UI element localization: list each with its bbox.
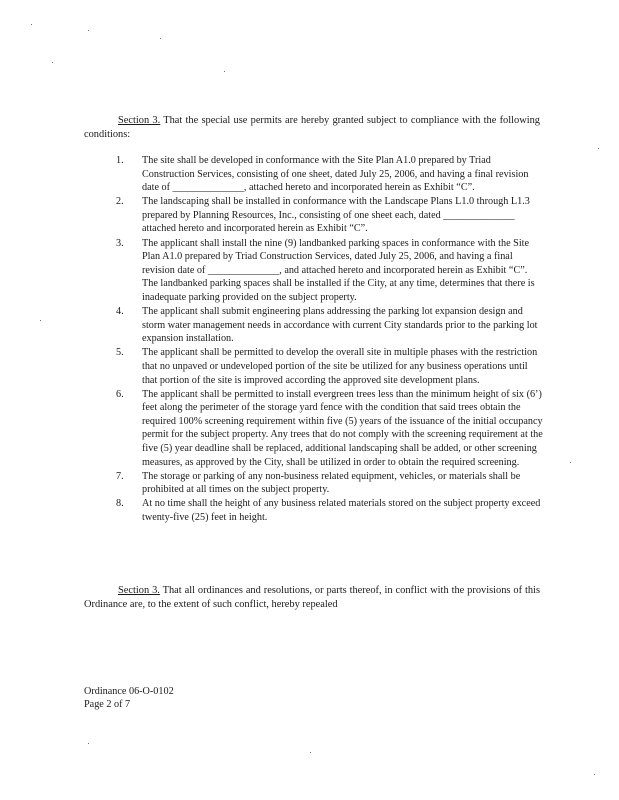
condition-number: 3. bbox=[116, 237, 124, 249]
condition-item bbox=[116, 154, 544, 195]
condition-text: The landscaping shall be installed in conformance with the Landscape Plans L1.0 through L1.3 prepared by Planning Resources, Inc., consisting of one sheet each, dated ______________ attached hereto and incorporated herein as Exhibit “C”. bbox=[142, 196, 530, 235]
page-number: Page 2 of 7 bbox=[84, 698, 131, 710]
scan-speck bbox=[52, 62, 53, 63]
condition-item bbox=[116, 305, 544, 346]
section-granting-text bbox=[84, 114, 540, 141]
condition-number: 7. bbox=[116, 470, 124, 482]
section-repeal bbox=[84, 584, 540, 611]
condition-text: The applicant shall be permitted to install evergreen trees less than the minimum height of six (6’) feet along the perimeter of the storage yard fence with the condition that said trees obtain the required 100% screening requirement within five (5) years of the issuance of the initial occupancy permit for the subject property. Any trees that do not comply with the screening requirement at the five (5) year deadline shall be replaced, additional landscaping shall be added, or other screening measures, as approved by the City, shall be utilized in order to obtain the required screening. bbox=[142, 388, 543, 468]
scan-speck bbox=[594, 774, 595, 775]
condition-text: The site shall be developed in conformance with the Site Plan A1.0 prepared by Triad Construction Services, consisting of one sheet, dated July 25, 2006, and having a final revision date of ______________, attached hereto and incorporated herein as Exhibit “C”. bbox=[142, 155, 529, 194]
conditions-list bbox=[116, 154, 544, 525]
condition-number: 8. bbox=[116, 498, 124, 510]
condition-item bbox=[116, 346, 544, 387]
section-heading: Section 3. bbox=[118, 115, 161, 126]
condition-item bbox=[116, 237, 544, 305]
condition-text: The applicant shall be permitted to develop the overall site in multiple phases with the restriction that no unpaved or undeveloped portion of the site be utilized for any business operations until that portion of the site is improved according the approved site development plans. bbox=[142, 347, 538, 386]
scan-speck bbox=[570, 462, 571, 463]
scan-speck bbox=[160, 38, 161, 39]
scan-speck bbox=[31, 24, 32, 25]
condition-number: 6. bbox=[116, 388, 124, 400]
page-footer bbox=[84, 686, 174, 711]
condition-text: The applicant shall install the nine (9) landbanked parking spaces in conformance with the Site Plan A1.0 prepared by Triad Construction Services, dated July 25, 2006, and having a final revision date of ______________, and attached hereto and incorporated herein as Exhibit “C”. The landbanked parking spaces shall be installed if the City, at any time, determines that there is inadequate parking provided on the subject property. bbox=[142, 237, 535, 303]
condition-number: 4. bbox=[116, 306, 124, 318]
scan-speck bbox=[40, 320, 41, 321]
scan-speck bbox=[598, 148, 599, 149]
condition-number: 2. bbox=[116, 196, 124, 208]
condition-text: The storage or parking of any non-business related equipment, vehicles, or materials shall be prohibited at all times on the subject property. bbox=[142, 470, 521, 496]
condition-item bbox=[116, 497, 544, 524]
condition-item bbox=[116, 195, 544, 236]
section-heading: Section 3. bbox=[118, 585, 160, 596]
scan-speck bbox=[88, 743, 89, 744]
condition-text: At no time shall the height of any business related materials stored on the subject property exceed twenty-five (25) feet in height. bbox=[142, 498, 541, 523]
scan-speck bbox=[224, 71, 225, 72]
section-body: That all ordinances and resolutions, or parts thereof, in conflict with the provisions of this Ordinance are, to the extent of such conflict, hereby repealed bbox=[84, 585, 540, 610]
scan-speck bbox=[88, 30, 89, 31]
section-repeal-text bbox=[84, 584, 540, 611]
condition-item bbox=[116, 388, 544, 470]
condition-number: 1. bbox=[116, 155, 124, 166]
condition-text: The applicant shall submit engineering plans addressing the parking lot expansion design and storm water management needs in accordance with current City standards prior to the parking lot expansion installation. bbox=[142, 306, 538, 345]
ordinance-number: Ordinance 06-O-0102 bbox=[84, 686, 174, 697]
section-body: That the special use permits are hereby granted subject to compliance with the following conditions: bbox=[84, 115, 540, 140]
condition-item bbox=[116, 470, 544, 497]
scan-speck bbox=[310, 752, 311, 753]
section-granting-permits bbox=[84, 114, 540, 141]
condition-number: 5. bbox=[116, 347, 124, 359]
